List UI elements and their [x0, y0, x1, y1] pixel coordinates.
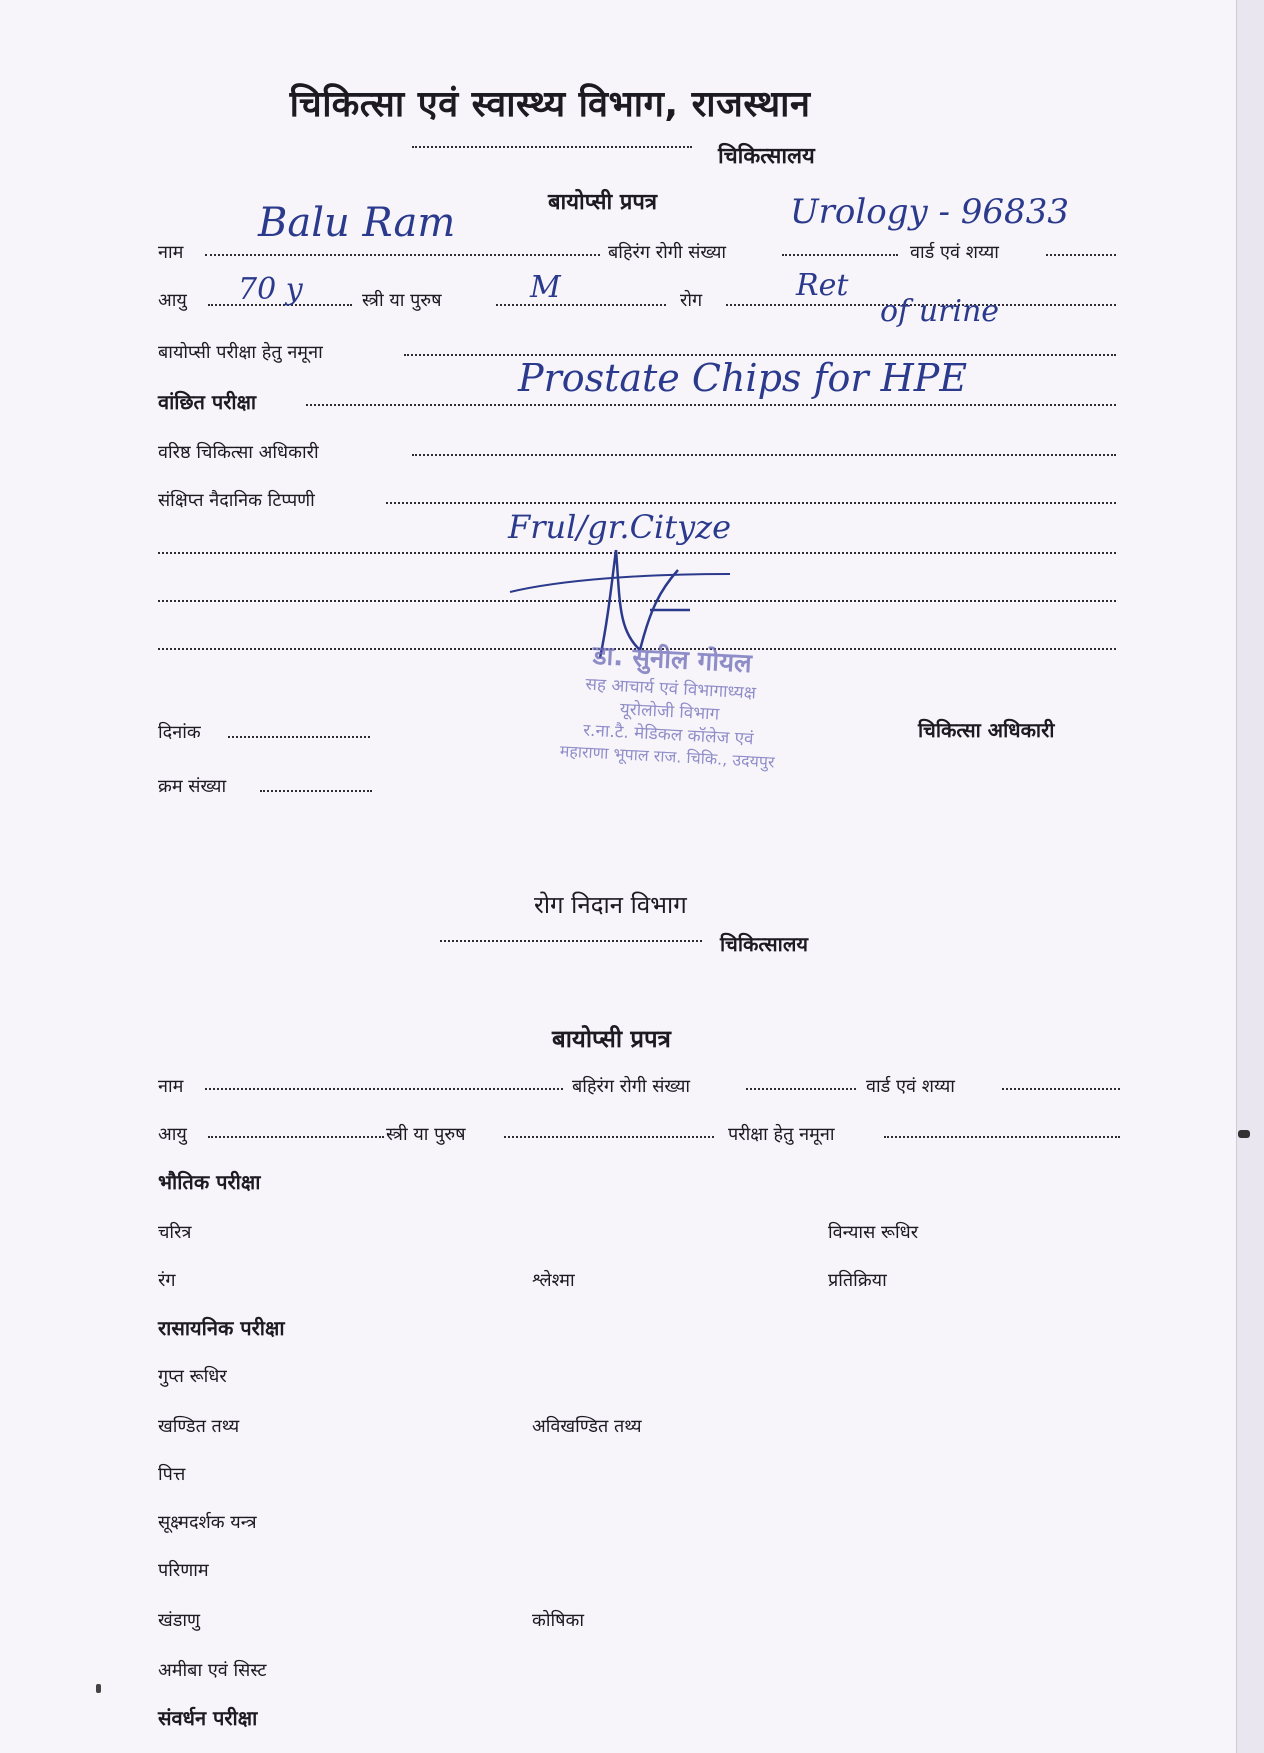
hospital-blank-line-2	[440, 940, 702, 942]
fragments-label: खंडाणु	[158, 1610, 201, 1631]
ward-bed-label: वार्ड एवं शय्या	[910, 242, 999, 263]
sex-label-2: स्त्री या पुरुष	[386, 1124, 466, 1145]
name-label: नाम	[158, 242, 184, 263]
chemical-exam-heading: रासायनिक परीक्षा	[158, 1316, 285, 1340]
hospital-blank-line	[412, 146, 692, 148]
age-label: आयु	[158, 290, 187, 311]
requested-test-line	[306, 404, 1116, 406]
stamp-line-4: र.ना.टै. मेडिकल कॉलेज एवं	[582, 720, 754, 750]
stamp-line-2: सह आचार्य एवं विभागाध्यक्ष	[585, 674, 757, 704]
form-title-2: बायोप्सी प्रपत्र	[552, 1025, 671, 1053]
outpatient-number-label-2: बहिरंग रोगी संख्या	[572, 1076, 691, 1097]
stamp-line-1: डा. सुनील गोयल	[592, 640, 753, 680]
date-line	[228, 736, 370, 738]
sex-label: स्त्री या पुरुष	[362, 290, 442, 311]
age-line-2	[208, 1136, 384, 1138]
clinical-note-label: संक्षिप्त नैदानिक टिप्पणी	[158, 490, 315, 511]
outpatient-number-line	[782, 254, 898, 256]
outpatient-number-label: बहिरंग रोगी संख्या	[608, 242, 727, 263]
blood-arrangement-label: विन्यास रूधिर	[828, 1222, 919, 1243]
test-sample-line-2	[884, 1136, 1120, 1138]
test-sample-label-2: परीक्षा हेतु नमूना	[728, 1124, 835, 1145]
amoeba-cyst-label: अमीबा एवं सिस्ट	[158, 1660, 267, 1681]
bile-label: पित्त	[158, 1464, 186, 1485]
handwritten-disease-2: of urine	[880, 294, 1000, 329]
serial-number-label: क्रम संख्या	[158, 776, 227, 797]
doctor-stamp	[517, 632, 823, 775]
cells-label: कोषिका	[532, 1610, 585, 1631]
senior-officer-line	[412, 454, 1116, 456]
occult-blood-label: गुप्त रूधिर	[158, 1366, 227, 1387]
handwritten-test: Prostate Chips for HPE	[518, 356, 968, 400]
name-line-2	[205, 1088, 563, 1090]
undigested-label: अविखण्डित तथ्य	[532, 1416, 642, 1437]
department-title: चिकित्सा एवं स्वास्थ्य विभाग, राजस्थान	[289, 84, 811, 125]
name-label-2: नाम	[158, 1076, 184, 1097]
stamp-line-3: यूरोलोजी विभाग	[619, 699, 720, 725]
culture-exam-heading: संवर्धन परीक्षा	[158, 1706, 258, 1730]
handwritten-disease-1: Ret	[796, 268, 849, 303]
paper-speck	[1238, 1130, 1250, 1138]
hospital-label: चिकित्सालय	[718, 144, 815, 169]
date-label: दिनांक	[158, 722, 201, 743]
mucus-label: श्लेश्मा	[532, 1270, 575, 1291]
senior-officer-label: वरिष्ठ चिकित्सा अधिकारी	[158, 442, 319, 463]
reaction-label: प्रतिक्रिया	[828, 1270, 887, 1291]
physical-exam-heading: भौतिक परीक्षा	[158, 1170, 261, 1194]
age-label-2: आयु	[158, 1124, 187, 1145]
digested-label: खण्डित तथ्य	[158, 1416, 240, 1437]
ward-bed-line	[1046, 254, 1116, 256]
character-label: चरित्र	[158, 1222, 192, 1243]
name-line	[205, 254, 600, 256]
result-label: परिणाम	[158, 1560, 209, 1581]
outpatient-number-line-2	[746, 1088, 856, 1090]
paper-speck-2	[96, 1684, 101, 1693]
medical-officer-label: चिकित्सा अधिकारी	[918, 718, 1055, 742]
ward-bed-label-2: वार्ड एवं शय्या	[866, 1076, 955, 1097]
serial-number-line	[260, 790, 372, 792]
requested-test-label: वांछित परीक्षा	[158, 390, 257, 414]
color-label: रंग	[158, 1270, 176, 1291]
pathology-dept-title: रोग निदान विभाग	[534, 891, 687, 919]
sex-line-2	[504, 1136, 714, 1138]
handwritten-reference: Urology - 96833	[790, 192, 1069, 232]
hospital-label-2: चिकित्सालय	[720, 932, 808, 956]
microscope-label: सूक्ष्मदर्शक यन्त्र	[158, 1512, 257, 1533]
handwritten-age: 70 y	[238, 272, 303, 307]
disease-label: रोग	[680, 290, 703, 311]
biopsy-sample-label: बायोप्सी परीक्षा हेतु नमूना	[158, 342, 323, 363]
ward-bed-line-2	[1002, 1088, 1120, 1090]
handwritten-note: Frul/gr.Cityze	[508, 508, 732, 546]
handwritten-name: Balu Ram	[258, 200, 456, 246]
stamp-line-5: महाराणा भूपाल राज. चिकि., उदयपुर	[559, 741, 776, 772]
form-title: बायोप्सी प्रपत्र	[548, 190, 658, 215]
clinical-note-line-1	[386, 502, 1116, 504]
handwritten-sex: M	[530, 270, 561, 305]
sex-line	[496, 304, 666, 306]
